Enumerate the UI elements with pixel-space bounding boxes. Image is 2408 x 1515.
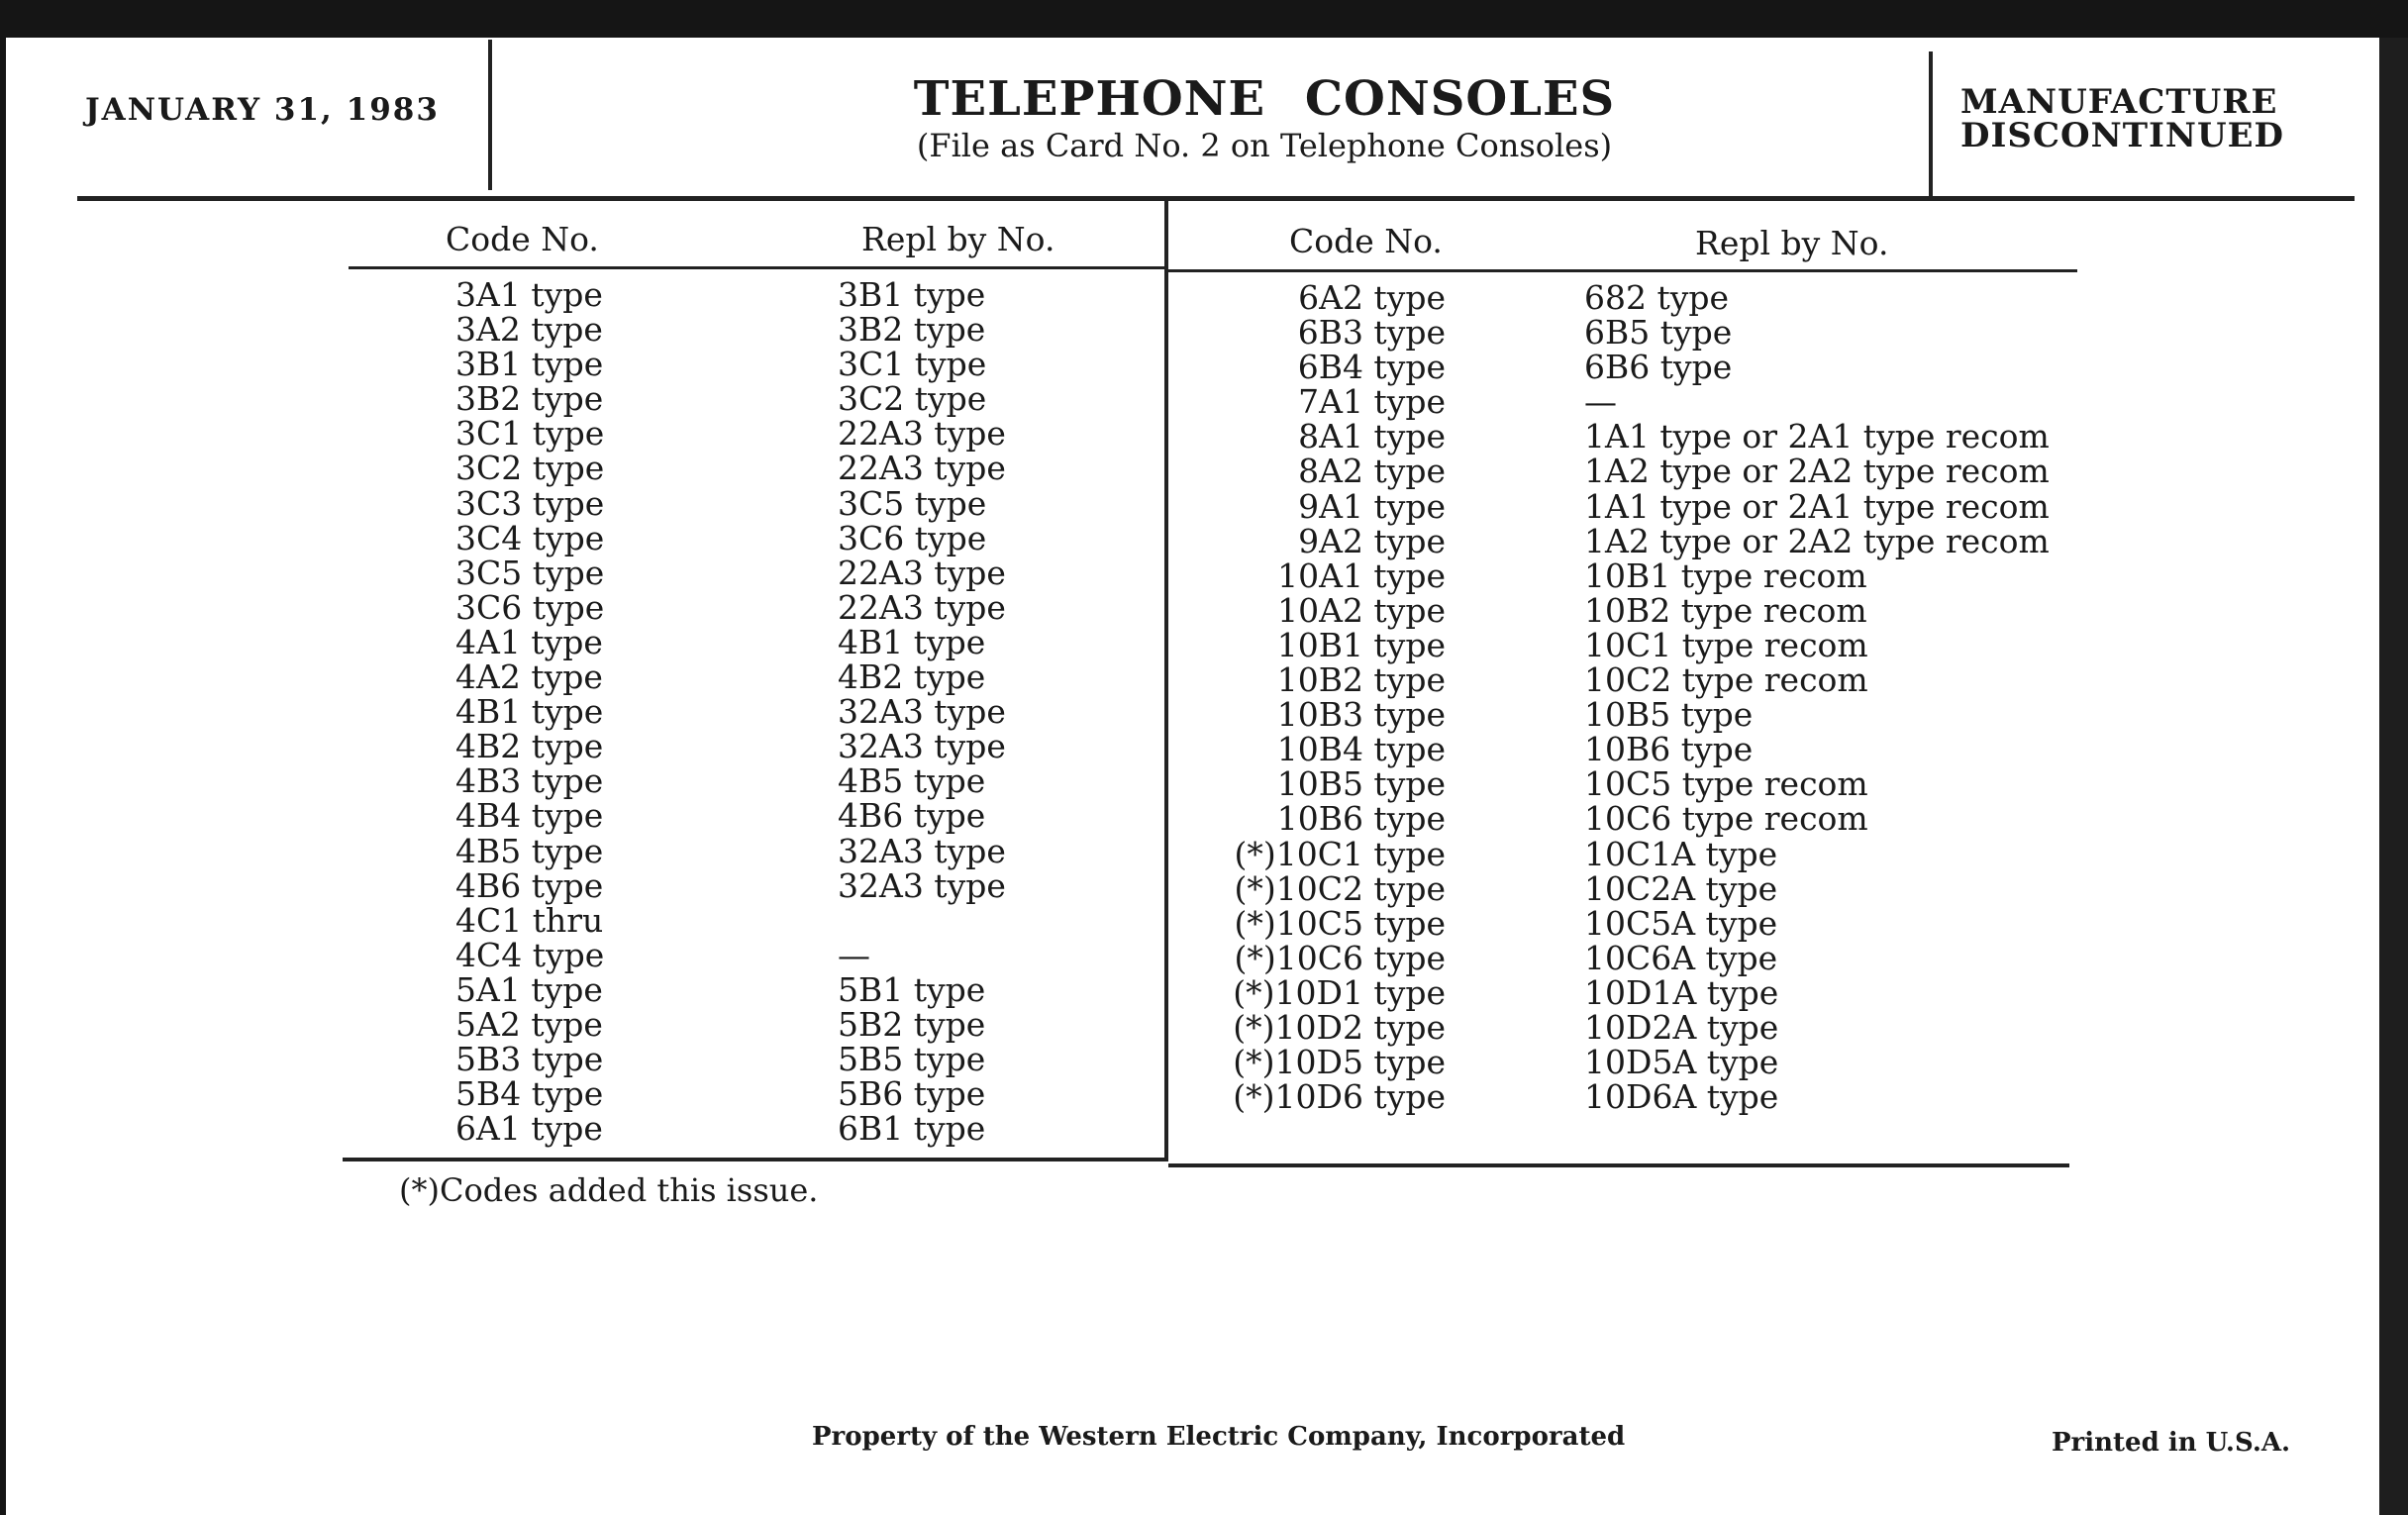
left-code-cell: 4A2 type (455, 657, 603, 697)
card-edge (2379, 38, 2408, 1515)
right-code-cell: 10B2 type (1276, 660, 1446, 700)
footer-property: Property of the Western Electric Company, Incorporated (812, 1422, 1626, 1452)
right-code-cell: (*)10C2 type (1234, 868, 1446, 908)
left-repl-cell: 3B2 type (838, 310, 986, 350)
right-code-cell: 10A1 type (1277, 556, 1446, 595)
right-code-cell: 10B4 type (1276, 730, 1446, 769)
right-repl-cell: 10B1 type recom (1584, 556, 1867, 595)
page-subtitle: (File as Card No. 2 on Telephone Consoles) (916, 127, 1613, 164)
left-repl-cell: 3C1 type (838, 345, 987, 384)
left-code-cell: 5B4 type (455, 1074, 604, 1114)
right-repl-cell: 6B6 type (1584, 348, 1733, 387)
right-repl-cell: 1A2 type or 2A2 type recom (1584, 452, 2050, 491)
right-repl-cell: 10C5 type recom (1584, 764, 1868, 804)
right-repl-cell: 1A1 type or 2A1 type recom (1584, 417, 2050, 456)
right-repl-cell: 10D5A type (1584, 1043, 1779, 1082)
left-repl-cell: 5B1 type (838, 969, 986, 1009)
left-repl-header: Repl by No. (861, 220, 1055, 258)
left-repl-cell: 3C5 type (838, 483, 987, 523)
right-repl-cell: 682 type (1584, 278, 1730, 317)
left-code-cell: 4B4 type (455, 796, 604, 836)
right-code-cell: 10B5 type (1276, 764, 1446, 804)
left-code-cell: 4A1 type (455, 622, 603, 661)
right-repl-cell: 10D6A type (1584, 1077, 1779, 1117)
left-repl-cell: 6B1 type (838, 1109, 986, 1149)
left-repl-column (838, 275, 1006, 1149)
left-bottom-rule (343, 1158, 1168, 1162)
left-code-cell: 3C6 type (455, 587, 605, 627)
left-repl-cell: 32A3 type (838, 865, 1006, 905)
left-header-rule (349, 266, 1166, 269)
left-code-cell: 4B6 type (455, 865, 604, 905)
left-code-cell: 3B1 type (455, 345, 604, 384)
right-repl-cell: 10B5 type (1584, 695, 1754, 735)
left-repl-cell: 32A3 type (838, 692, 1006, 732)
right-code-column (1194, 278, 1446, 1117)
right-bottom-rule (1168, 1163, 2069, 1167)
left-repl-cell: 4B2 type (838, 657, 986, 697)
right-code-cell: 6B3 type (1297, 313, 1446, 353)
right-header-rule (1168, 269, 2077, 272)
left-code-cell: 3C3 type (455, 483, 605, 523)
header-divider-right (1929, 51, 1933, 200)
status-line-2: DISCONTINUED (1960, 116, 2285, 155)
left-code-cell: 3C4 type (455, 518, 605, 557)
right-repl-cell: 10D1A type (1584, 972, 1779, 1012)
right-repl-cell: 10C5A type (1584, 903, 1778, 943)
left-repl-cell: 3B1 type (838, 275, 986, 314)
left-repl-cell: 3C2 type (838, 379, 987, 419)
right-repl-header: Repl by No. (1695, 224, 1889, 262)
right-code-cell: 10B6 type (1276, 799, 1446, 839)
left-repl-cell: 32A3 type (838, 831, 1006, 870)
footnote: (*)Codes added this issue. (399, 1171, 819, 1209)
left-repl-cell: 22A3 type (838, 449, 1006, 488)
left-code-cell: 5B3 type (455, 1040, 604, 1079)
left-repl-cell: 5B5 type (838, 1040, 986, 1079)
left-repl-cell: 5B2 type (838, 1004, 986, 1044)
left-repl-cell: — (838, 935, 870, 974)
right-repl-column (1584, 278, 2050, 1117)
left-code-cell: 3C2 type (455, 449, 605, 488)
page-title: TELEPHONE CONSOLES (913, 71, 1616, 127)
left-code-cell: 4B2 type (455, 727, 604, 766)
right-code-cell: 6B4 type (1297, 348, 1446, 387)
right-code-cell: 10B1 type (1276, 625, 1446, 664)
right-code-cell: (*)10D2 type (1233, 1007, 1446, 1047)
issue-date: JANUARY 31, 1983 (85, 92, 440, 128)
right-code-cell: 7A1 type (1298, 382, 1446, 422)
right-code-cell: 8A1 type (1298, 417, 1446, 456)
right-repl-cell: 10B6 type (1584, 730, 1754, 769)
left-code-header: Code No. (446, 220, 599, 258)
left-repl-cell: 22A3 type (838, 414, 1006, 454)
left-code-cell: 4B5 type (455, 831, 604, 870)
left-repl-cell: 4B5 type (838, 761, 986, 801)
status-label (1960, 82, 2376, 155)
right-code-cell: 9A2 type (1298, 521, 1446, 560)
left-code-cell: 4B1 type (455, 692, 604, 732)
right-repl-cell: 10C6 type recom (1584, 799, 1868, 839)
right-repl-cell: 10C1 type recom (1584, 625, 1868, 664)
right-repl-cell: 1A1 type or 2A1 type recom (1584, 486, 2050, 526)
left-repl-cell: 5B6 type (838, 1074, 986, 1114)
left-code-cell: 3A1 type (455, 275, 603, 314)
left-code-cell: 3C1 type (455, 414, 605, 454)
left-code-cell: 6A1 type (455, 1109, 603, 1149)
left-repl-cell: 4B6 type (838, 796, 986, 836)
left-code-cell: 3C5 type (455, 553, 605, 592)
left-code-cell: 4C4 type (455, 935, 605, 974)
table-center-divider (1164, 201, 1168, 1162)
left-repl-cell (838, 903, 1006, 938)
right-code-cell: (*)10D5 type (1233, 1043, 1446, 1082)
left-code-cell: 4C1 thru (455, 900, 604, 940)
left-code-column (455, 275, 605, 1149)
right-code-cell: 10A2 type (1277, 590, 1446, 630)
right-repl-cell: 10D2A type (1584, 1007, 1779, 1047)
right-code-cell: 6A2 type (1298, 278, 1446, 317)
left-code-cell: 5A1 type (455, 969, 603, 1009)
right-repl-cell: 10B2 type recom (1584, 590, 1867, 630)
right-code-cell: 10B3 type (1276, 695, 1446, 735)
left-code-cell: 4B3 type (455, 761, 604, 801)
right-repl-cell: 1A2 type or 2A2 type recom (1584, 521, 2050, 560)
left-code-cell: 5A2 type (455, 1004, 603, 1044)
right-repl-cell: 10C2A type (1584, 868, 1778, 908)
right-repl-cell: 10C1A type (1584, 834, 1778, 873)
right-repl-cell: — (1584, 382, 1617, 422)
right-code-cell: (*)10D1 type (1233, 972, 1446, 1012)
right-repl-cell: 10C6A type (1584, 938, 1778, 977)
left-code-cell: 3A2 type (455, 310, 603, 350)
header-rule (77, 196, 2355, 201)
right-code-cell: (*)10C1 type (1234, 834, 1446, 873)
footer-printed: Printed in U.S.A. (2052, 1428, 2291, 1458)
right-repl-cell: 6B5 type (1584, 313, 1733, 353)
left-repl-cell: 3C6 type (838, 518, 987, 557)
left-repl-cell: 32A3 type (838, 727, 1006, 766)
left-repl-cell: 22A3 type (838, 587, 1006, 627)
right-repl-cell: 10C2 type recom (1584, 660, 1868, 700)
left-repl-cell: 22A3 type (838, 553, 1006, 592)
right-code-cell: 9A1 type (1298, 486, 1446, 526)
status-line-1: MANUFACTURE (1960, 82, 2278, 122)
right-code-header: Code No. (1289, 222, 1443, 260)
right-code-cell: (*)10C6 type (1234, 938, 1446, 977)
right-code-cell: 8A2 type (1298, 452, 1446, 491)
right-code-cell: (*)10D6 type (1233, 1077, 1446, 1117)
right-code-cell: (*)10C5 type (1234, 903, 1446, 943)
left-code-cell: 3B2 type (455, 379, 604, 419)
left-repl-cell: 4B1 type (838, 622, 986, 661)
